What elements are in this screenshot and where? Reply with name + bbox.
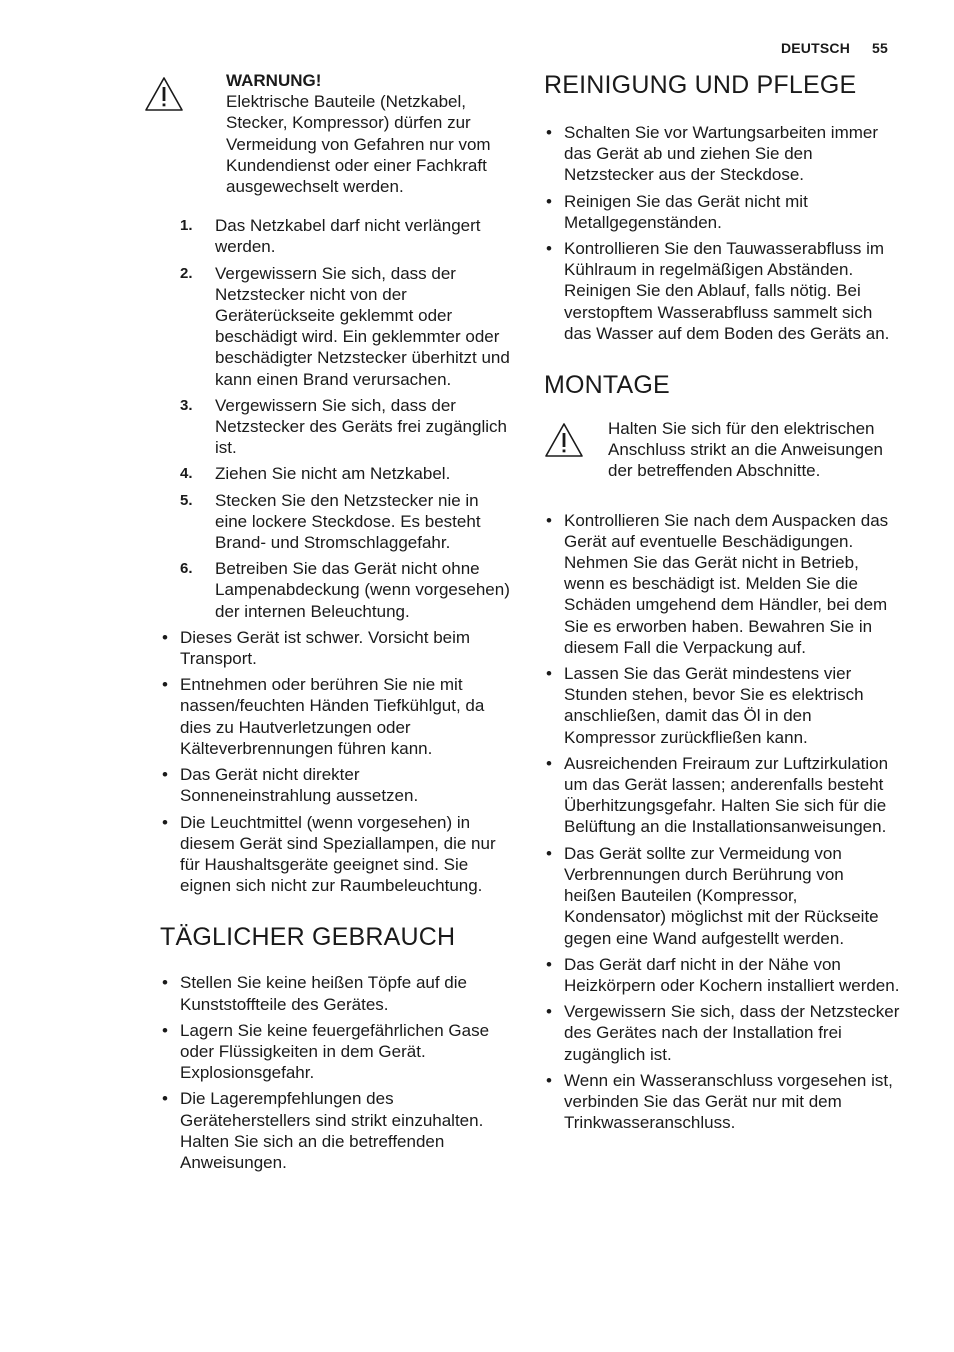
list-item: • Reinigen Sie das Gerät nicht mit Metallgegenständen. xyxy=(544,191,900,233)
item-number: 1. xyxy=(180,217,193,235)
section-heading-daily-use: TÄGLICHER GEBRAUCH xyxy=(160,923,456,952)
item-number: 3. xyxy=(180,396,193,414)
list-item xyxy=(160,463,512,484)
list-item: • Lagern Sie keine feuergefährlichen Gase oder Flüssigkeiten in dem Gerät. Explosionsgefahr. xyxy=(160,1020,512,1084)
list-item: • Das Gerät nicht direkter Sonneneinstrahlung aussetzen. xyxy=(160,764,512,806)
list-item: • Ausreichenden Freiraum zur Luftzirkulation um das Gerät lassen; anderenfalls besteht Überhitzungsgefahr. Halten Sie sich für die Belüftung an die Installationsanweisungen. xyxy=(544,753,900,838)
warning-text: Elektrische Bauteile (Netzkabel, Stecker, Kompressor) dürfen zur Vermeidung von Gefahren nur vom Kundendienst oder einer Fachkraft ausgewechselt werden. xyxy=(226,92,491,197)
installation-list xyxy=(544,510,900,1134)
page-number: 55 xyxy=(872,40,888,56)
item-text: Das Netzkabel darf nicht verlängert werden. xyxy=(215,216,481,257)
warning-triangle-icon xyxy=(544,422,584,458)
item-text: Vergewissern Sie sich, dass der Netzstecker nicht von der Geräterückseite geklemmt oder beschädigt wird. Ein geklemmter oder beschädigter Netzstecker überhitzt und kann einen Brand verursachen. xyxy=(215,263,510,389)
list-item xyxy=(160,263,512,390)
item-text: Ziehen Sie nicht am Netzkabel. xyxy=(215,464,451,484)
list-item xyxy=(160,215,512,257)
list-item: • Vergewissern Sie sich, dass der Netzstecker des Gerätes nach der Installation frei zugänglich ist. xyxy=(544,1001,900,1065)
item-text: Stecken Sie den Netzstecker nie in eine lockere Steckdose. Es besteht Brand- und Stromschlaggefahr. xyxy=(215,490,481,553)
warning-triangle-icon xyxy=(144,76,184,112)
list-item: • Kontrollieren Sie den Tauwasserabfluss im Kühlraum in regelmäßigen Abständen. Reinigen Sie den Ablauf, falls nötig. Bei verstopftem Wasserabfluss sammelt sich das Wasser auf dem Boden des Geräts an. xyxy=(544,238,900,344)
care-list xyxy=(544,122,900,344)
left-column xyxy=(160,70,512,1178)
installation-warning-box xyxy=(544,418,900,482)
warning-title: WARNUNG! xyxy=(226,71,322,90)
numbered-list xyxy=(160,215,512,622)
warning-text: Halten Sie sich für den elektrischen Anschluss strikt an die Anweisungen der betreffenden Abschnitte. xyxy=(608,419,883,481)
list-item xyxy=(160,490,512,554)
list-item: • Entnehmen oder berühren Sie nie mit nassen/feuchten Händen Tiefkühlgut, da dies zu Hautverletzungen oder Kälteverbrennungen führen kann. xyxy=(160,674,512,759)
item-text: Betreiben Sie das Gerät nicht ohne Lampenabdeckung (wenn vorgesehen) der internen Beleuchtung. xyxy=(215,559,510,621)
page-header xyxy=(781,38,888,58)
warning-box xyxy=(160,70,512,197)
list-item: • Die Lagerempfehlungen des Geräteherstellers sind strikt einzuhalten. Halten Sie sich an die betreffenden Anweisungen. xyxy=(160,1088,512,1173)
right-column xyxy=(544,70,900,1138)
list-item: • Kontrollieren Sie nach dem Auspacken das Gerät auf eventuelle Beschädigungen. Nehmen Sie das Gerät nicht in Betrieb, wenn es beschädigt ist. Melden Sie die Schäden umgehend dem Händler, bei dem Sie es erworben haben. Bewahren Sie in diesem Fall die Verpackung auf. xyxy=(544,510,900,658)
item-number: 5. xyxy=(180,491,193,509)
header-language: DEUTSCH xyxy=(780,40,851,56)
list-item: • Wenn ein Wasseranschluss vorgesehen ist, verbinden Sie das Gerät nur mit dem Trinkwasseranschluss. xyxy=(544,1070,900,1134)
item-text: Vergewissern Sie sich, dass der Netzstecker des Geräts frei zugänglich ist. xyxy=(215,395,507,458)
list-item: • Dieses Gerät ist schwer. Vorsicht beim Transport. xyxy=(160,627,512,669)
item-number: 4. xyxy=(180,465,193,483)
list-item: • Das Gerät sollte zur Vermeidung von Verbrennungen durch Berührung von heißen Bauteilen (Kompressor, Kondensator) möglichst mit der Rückseite gegen eine Wand aufgestellt werden. xyxy=(544,843,900,949)
item-number: 6. xyxy=(180,560,193,578)
list-item: • Das Gerät darf nicht in der Nähe von Heizkörpern oder Kochern installiert werden. xyxy=(544,954,900,996)
list-item: • Die Leuchtmittel (wenn vorgesehen) in diesem Gerät sind Speziallampen, die nur für Haushaltsgeräte geeignet sind. Sie eignen sich nicht zur Raumbeleuchtung. xyxy=(160,812,512,897)
list-item: • Lassen Sie das Gerät mindestens vier Stunden stehen, bevor Sie es elektrisch anschließen, damit das Öl in den Kompressor zurückfließen kann. xyxy=(544,663,900,748)
list-item: • Schalten Sie vor Wartungsarbeiten immer das Gerät ab und ziehen Sie den Netzstecker aus der Steckdose. xyxy=(544,122,900,186)
list-item xyxy=(160,558,512,622)
daily-use-list xyxy=(160,972,512,1173)
list-item: • Stellen Sie keine heißen Töpfe auf die Kunststoffteile des Gerätes. xyxy=(160,972,512,1014)
section-heading-care: REINIGUNG UND PFLEGE xyxy=(544,71,857,99)
bullet-list xyxy=(160,627,512,896)
list-item xyxy=(160,395,512,459)
section-heading-installation: MONTAGE xyxy=(544,371,670,400)
item-number: 2. xyxy=(180,264,193,282)
